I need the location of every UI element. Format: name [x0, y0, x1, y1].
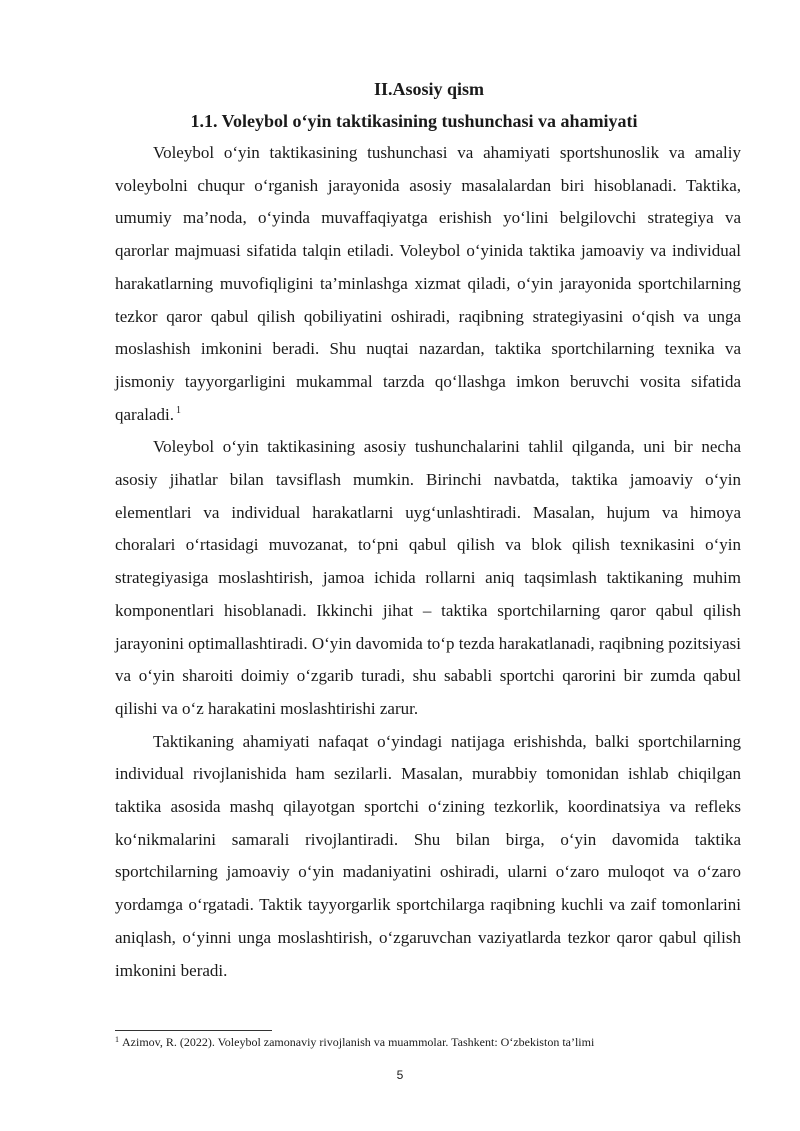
section-heading: 1.1. Voleybol o‘yin taktikasining tushunchasi va ahamiyati [190, 111, 638, 131]
paragraph-text: Voleybol o‘yin taktikasining tushunchasi va ahamiyati sportshunoslik va amaliy voleybolni chuqur o‘rganish jarayonida asosiy masalalardan biri hisoblanadi. Taktika, umumiy ma’noda, o‘yinda muvaffaqiyatga erishish yo‘lini belgilovchi strategiya va qarorlar majmuasi sifatida talqin etiladi. Voleybol o‘yinida taktika jamoaviy va individual harakatlarning muvofiqligini ta’minlashga xizmat qiladi, o‘yin jarayonida sportchilarning tezkor qaror qabul qilish qobiliyatini oshiradi, raqibning strategiyasini o‘qish va unga moslashish imkonini beradi. Shu nuqtai nazardan, taktika sportchilarning texnika va jismoniy tayyorgarligini mukammal tarzda qo‘llashga imkon beruvchi vosita sifatida qaraladi. [115, 143, 741, 424]
paragraph [115, 726, 741, 988]
footnote-text: Azimov, R. (2022). Voleybol zamonaviy rivojlanish va muammolar. Tashkent: O‘zbekiston ta’limi [122, 1035, 595, 1049]
paragraph [115, 137, 741, 431]
footnote [115, 1034, 755, 1050]
paragraph-text: Taktikaning ahamiyati nafaqat o‘yindagi natijaga erishishda, balki sportchilarning individual rivojlanishida ham sezilarli. Masalan, murabbiy tomonidan ishlab chiqilgan taktika asosida mashq qilayotgan sportchi o‘zining tezkorlik, koordinatsiya va refleks ko‘nikmalarini samarali rivojlantiradi. Shu bilan birga, o‘yin davomida taktika sportchilarning jamoaviy o‘yin madaniyatini oshiradi, ularni o‘zaro muloqot va o‘zaro yordamga o‘rgatadi. Taktik tayyorgarlik sportchilarga raqibning kuchli va zaif tomonlarini aniqlash, o‘yinni unga moslashtirish, o‘zgaruvchan vaziyatlarda tezkor qaror qabul qilish imkonini beradi. [115, 731, 741, 980]
page-number: 5 [396, 1068, 404, 1082]
body-text [115, 137, 741, 987]
paragraph [115, 431, 741, 725]
footnote-reference[interactable]: 1 [176, 404, 181, 416]
paragraph-text: Voleybol o‘yin taktikasining asosiy tushunchalarini tahlil qilganda, uni bir necha asosiy jihatlar bilan tavsiflash mumkin. Birinchi navbatda, taktika jamoaviy o‘yin elementlari va individual harakatlarni uyg‘unlashtiradi. Masalan, hujum va himoya choralari o‘rtasidagi muvozanat, to‘pni qabul qilish va blok qilish texnikasini o‘yin strategiyasiga moslashtirish, jamoa ichida rollarni aniq taqsimlash taktikaning muhim komponentlari hisoblanadi. Ikkinchi jihat – taktika sportchilarning qaror qabul qilish jarayonini optimallashtiradi. O‘yin davomida to‘p tezda harakatlanadi, raqibning pozitsiyasi va o‘yin sharoiti doimiy o‘zgarib turadi, shu sababli sportchi qarorini bir zumda qabul qilishi va o‘z harakatini moslashtirishi zarur. [115, 437, 741, 718]
footnote-marker: 1 [115, 1035, 119, 1044]
part-heading: II.Asosiy qism [373, 79, 485, 99]
footnote-divider [115, 1030, 272, 1031]
